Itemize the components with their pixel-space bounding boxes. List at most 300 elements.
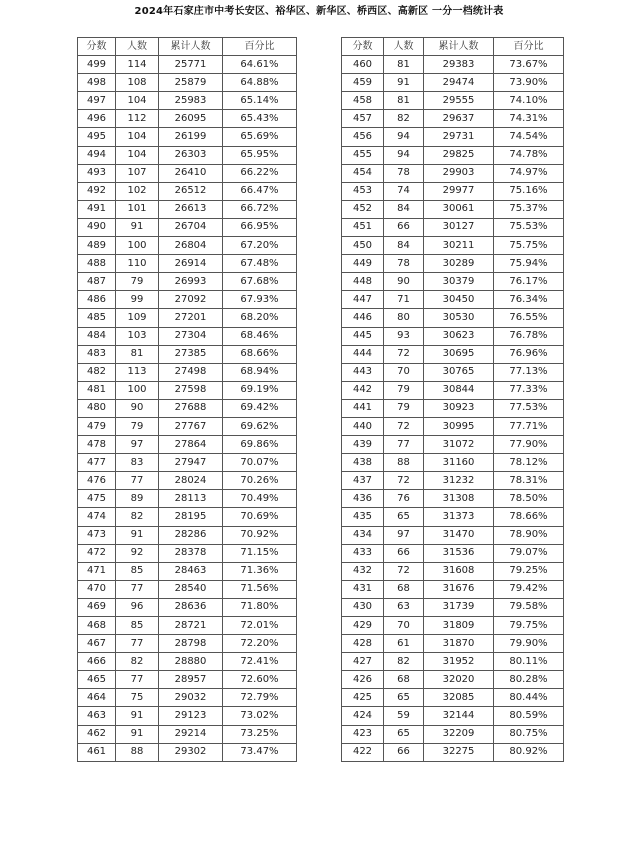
cell-count: 92 [116, 544, 159, 562]
table-row [78, 580, 297, 598]
header-cumulative: 累计人数 [159, 38, 223, 56]
cell-percent: 73.02% [223, 707, 297, 725]
table-row [342, 327, 564, 345]
table-row [342, 345, 564, 363]
cell-count: 99 [116, 291, 159, 309]
cell-percent: 76.55% [494, 309, 564, 327]
cell-cumulative: 26993 [159, 273, 223, 291]
cell-cumulative: 28957 [159, 671, 223, 689]
cell-percent: 70.26% [223, 472, 297, 490]
table-row [78, 164, 297, 182]
table-row [342, 56, 564, 74]
table-row [78, 237, 297, 255]
page-title: 2024年石家庄市中考长安区、裕华区、新华区、桥西区、高新区 一分一档统计表 [134, 6, 504, 17]
cell-count: 83 [116, 454, 159, 472]
cell-cumulative: 30995 [424, 417, 494, 435]
cell-score: 464 [78, 689, 116, 707]
cell-cumulative: 27598 [159, 381, 223, 399]
cell-percent: 80.92% [494, 743, 564, 761]
cell-score: 444 [342, 345, 384, 363]
cell-cumulative: 31739 [424, 598, 494, 616]
cell-cumulative: 29123 [159, 707, 223, 725]
cell-score: 497 [78, 92, 116, 110]
cell-cumulative: 29825 [424, 146, 494, 164]
table-row [342, 200, 564, 218]
cell-count: 72 [384, 345, 424, 363]
cell-count: 66 [384, 544, 424, 562]
cell-cumulative: 29977 [424, 182, 494, 200]
cell-score: 461 [78, 743, 116, 761]
cell-score: 424 [342, 707, 384, 725]
cell-percent: 64.61% [223, 56, 297, 74]
cell-cumulative: 27201 [159, 309, 223, 327]
cell-percent: 72.41% [223, 653, 297, 671]
cell-score: 443 [342, 363, 384, 381]
cell-count: 97 [384, 526, 424, 544]
table-row [78, 743, 297, 761]
cell-percent: 79.90% [494, 635, 564, 653]
cell-count: 91 [116, 707, 159, 725]
cell-percent: 71.80% [223, 598, 297, 616]
cell-score: 477 [78, 454, 116, 472]
cell-score: 495 [78, 128, 116, 146]
cell-count: 74 [384, 182, 424, 200]
cell-count: 88 [116, 743, 159, 761]
cell-cumulative: 30289 [424, 255, 494, 273]
cell-count: 59 [384, 707, 424, 725]
table-row [78, 526, 297, 544]
table-row [342, 707, 564, 725]
cell-score: 469 [78, 598, 116, 616]
cell-cumulative: 25771 [159, 56, 223, 74]
cell-score: 422 [342, 743, 384, 761]
table-row [78, 562, 297, 580]
cell-percent: 75.94% [494, 255, 564, 273]
cell-score: 445 [342, 327, 384, 345]
cell-score: 455 [342, 146, 384, 164]
cell-percent: 75.37% [494, 200, 564, 218]
cell-percent: 78.50% [494, 490, 564, 508]
cell-score: 478 [78, 436, 116, 454]
cell-score: 494 [78, 146, 116, 164]
cell-count: 94 [384, 146, 424, 164]
table-row [342, 580, 564, 598]
table-row [342, 182, 564, 200]
table-row [342, 74, 564, 92]
cell-score: 432 [342, 562, 384, 580]
cell-count: 110 [116, 255, 159, 273]
cell-percent: 76.17% [494, 273, 564, 291]
cell-cumulative: 30923 [424, 399, 494, 417]
table-row [78, 454, 297, 472]
table-row [342, 417, 564, 435]
header-count: 人数 [116, 38, 159, 56]
cell-percent: 77.71% [494, 417, 564, 435]
cell-cumulative: 30211 [424, 237, 494, 255]
table-row [78, 635, 297, 653]
cell-percent: 66.95% [223, 218, 297, 236]
table-row [342, 218, 564, 236]
table-row [78, 617, 297, 635]
cell-percent: 66.22% [223, 164, 297, 182]
table-row [78, 707, 297, 725]
table-row [342, 436, 564, 454]
table-row [78, 200, 297, 218]
table-row [78, 490, 297, 508]
cell-score: 473 [78, 526, 116, 544]
cell-score: 496 [78, 110, 116, 128]
cell-score: 491 [78, 200, 116, 218]
cell-count: 77 [116, 472, 159, 490]
table-row [342, 617, 564, 635]
cell-count: 113 [116, 363, 159, 381]
cell-score: 447 [342, 291, 384, 309]
cell-cumulative: 27385 [159, 345, 223, 363]
cell-count: 81 [384, 92, 424, 110]
table-row [78, 146, 297, 164]
cell-percent: 67.68% [223, 273, 297, 291]
table-row [342, 273, 564, 291]
cell-cumulative: 31308 [424, 490, 494, 508]
cell-cumulative: 26410 [159, 164, 223, 182]
cell-score: 431 [342, 580, 384, 598]
table-row [78, 182, 297, 200]
cell-percent: 76.96% [494, 345, 564, 363]
cell-count: 81 [116, 345, 159, 363]
cell-score: 448 [342, 273, 384, 291]
cell-cumulative: 28721 [159, 617, 223, 635]
cell-score: 442 [342, 381, 384, 399]
cell-score: 498 [78, 74, 116, 92]
cell-score: 423 [342, 725, 384, 743]
table-row [342, 526, 564, 544]
table-row [78, 291, 297, 309]
table-row [342, 255, 564, 273]
cell-score: 483 [78, 345, 116, 363]
cell-percent: 74.10% [494, 92, 564, 110]
cell-percent: 79.42% [494, 580, 564, 598]
cell-percent: 72.01% [223, 617, 297, 635]
cell-percent: 66.47% [223, 182, 297, 200]
cell-score: 468 [78, 617, 116, 635]
cell-cumulative: 28286 [159, 526, 223, 544]
cell-percent: 80.28% [494, 671, 564, 689]
cell-percent: 70.49% [223, 490, 297, 508]
cell-count: 68 [384, 580, 424, 598]
cell-cumulative: 28636 [159, 598, 223, 616]
cell-percent: 69.86% [223, 436, 297, 454]
cell-percent: 78.90% [494, 526, 564, 544]
cell-cumulative: 29637 [424, 110, 494, 128]
table-row [78, 725, 297, 743]
table-row [78, 472, 297, 490]
cell-cumulative: 29731 [424, 128, 494, 146]
cell-percent: 77.90% [494, 436, 564, 454]
cell-count: 91 [116, 218, 159, 236]
cell-score: 429 [342, 617, 384, 635]
cell-count: 91 [116, 526, 159, 544]
cell-count: 63 [384, 598, 424, 616]
cell-cumulative: 29903 [424, 164, 494, 182]
cell-percent: 65.69% [223, 128, 297, 146]
cell-cumulative: 25879 [159, 74, 223, 92]
table-row [342, 309, 564, 327]
cell-score: 458 [342, 92, 384, 110]
cell-cumulative: 25983 [159, 92, 223, 110]
cell-count: 79 [384, 381, 424, 399]
cell-score: 493 [78, 164, 116, 182]
cell-count: 82 [384, 653, 424, 671]
cell-cumulative: 29214 [159, 725, 223, 743]
cell-score: 459 [342, 74, 384, 92]
cell-percent: 74.31% [494, 110, 564, 128]
table-row [78, 110, 297, 128]
cell-cumulative: 32144 [424, 707, 494, 725]
table-row [342, 671, 564, 689]
table-row [78, 255, 297, 273]
cell-count: 107 [116, 164, 159, 182]
cell-percent: 69.19% [223, 381, 297, 399]
cell-score: 425 [342, 689, 384, 707]
header-cumulative: 累计人数 [424, 38, 494, 56]
table-row [342, 598, 564, 616]
table-row [78, 74, 297, 92]
table-row [78, 598, 297, 616]
cell-percent: 80.75% [494, 725, 564, 743]
cell-score: 451 [342, 218, 384, 236]
cell-percent: 73.47% [223, 743, 297, 761]
cell-cumulative: 32085 [424, 689, 494, 707]
table-row [78, 544, 297, 562]
cell-score: 492 [78, 182, 116, 200]
table-row [78, 653, 297, 671]
cell-count: 82 [116, 653, 159, 671]
cell-count: 100 [116, 237, 159, 255]
cell-score: 465 [78, 671, 116, 689]
cell-cumulative: 31232 [424, 472, 494, 490]
header-count: 人数 [384, 38, 424, 56]
cell-count: 72 [384, 417, 424, 435]
cell-score: 450 [342, 237, 384, 255]
cell-cumulative: 26303 [159, 146, 223, 164]
cell-percent: 70.92% [223, 526, 297, 544]
cell-score: 475 [78, 490, 116, 508]
cell-score: 471 [78, 562, 116, 580]
cell-cumulative: 28195 [159, 508, 223, 526]
cell-count: 65 [384, 508, 424, 526]
cell-cumulative: 27304 [159, 327, 223, 345]
cell-score: 490 [78, 218, 116, 236]
cell-cumulative: 27498 [159, 363, 223, 381]
cell-percent: 65.95% [223, 146, 297, 164]
cell-percent: 72.20% [223, 635, 297, 653]
cell-score: 439 [342, 436, 384, 454]
cell-cumulative: 26914 [159, 255, 223, 273]
cell-cumulative: 32209 [424, 725, 494, 743]
cell-count: 72 [384, 562, 424, 580]
table-row [342, 653, 564, 671]
table-row [342, 381, 564, 399]
table-row [78, 218, 297, 236]
table-row [342, 472, 564, 490]
cell-score: 434 [342, 526, 384, 544]
cell-score: 436 [342, 490, 384, 508]
cell-count: 71 [384, 291, 424, 309]
cell-count: 91 [116, 725, 159, 743]
table-row [78, 345, 297, 363]
cell-count: 104 [116, 146, 159, 164]
cell-percent: 73.25% [223, 725, 297, 743]
cell-count: 70 [384, 363, 424, 381]
cell-percent: 68.20% [223, 309, 297, 327]
table-row [78, 92, 297, 110]
cell-percent: 79.07% [494, 544, 564, 562]
cell-percent: 74.54% [494, 128, 564, 146]
cell-percent: 71.56% [223, 580, 297, 598]
cell-count: 85 [116, 562, 159, 580]
cell-count: 76 [384, 490, 424, 508]
cell-cumulative: 26512 [159, 182, 223, 200]
cell-percent: 65.14% [223, 92, 297, 110]
cell-score: 426 [342, 671, 384, 689]
table-row [342, 164, 564, 182]
score-table-left [77, 37, 297, 762]
cell-percent: 67.48% [223, 255, 297, 273]
cell-cumulative: 30061 [424, 200, 494, 218]
cell-score: 430 [342, 598, 384, 616]
table-row [342, 508, 564, 526]
cell-cumulative: 26704 [159, 218, 223, 236]
cell-percent: 72.60% [223, 671, 297, 689]
table-row [342, 743, 564, 761]
cell-score: 481 [78, 381, 116, 399]
table-row [78, 671, 297, 689]
cell-count: 82 [116, 508, 159, 526]
cell-percent: 78.12% [494, 454, 564, 472]
cell-percent: 75.53% [494, 218, 564, 236]
cell-count: 66 [384, 218, 424, 236]
header-score: 分数 [342, 38, 384, 56]
cell-percent: 76.78% [494, 327, 564, 345]
cell-percent: 68.66% [223, 345, 297, 363]
cell-cumulative: 29474 [424, 74, 494, 92]
table-row [78, 508, 297, 526]
table-header-row [342, 38, 564, 56]
header-percent: 百分比 [494, 38, 564, 56]
table-header-row [78, 38, 297, 56]
cell-score: 462 [78, 725, 116, 743]
cell-percent: 72.79% [223, 689, 297, 707]
cell-percent: 74.97% [494, 164, 564, 182]
cell-cumulative: 32275 [424, 743, 494, 761]
cell-cumulative: 30695 [424, 345, 494, 363]
cell-count: 77 [116, 580, 159, 598]
cell-cumulative: 30844 [424, 381, 494, 399]
cell-score: 470 [78, 580, 116, 598]
cell-count: 104 [116, 128, 159, 146]
table-row [342, 146, 564, 164]
cell-count: 89 [116, 490, 159, 508]
cell-count: 82 [384, 110, 424, 128]
cell-score: 482 [78, 363, 116, 381]
cell-count: 77 [116, 635, 159, 653]
cell-percent: 68.46% [223, 327, 297, 345]
table-row [78, 381, 297, 399]
cell-cumulative: 27947 [159, 454, 223, 472]
cell-count: 65 [384, 725, 424, 743]
cell-count: 96 [116, 598, 159, 616]
table-row [342, 544, 564, 562]
cell-percent: 73.90% [494, 74, 564, 92]
cell-cumulative: 29302 [159, 743, 223, 761]
cell-cumulative: 31470 [424, 526, 494, 544]
table-row [342, 454, 564, 472]
table-row [342, 363, 564, 381]
cell-cumulative: 31072 [424, 436, 494, 454]
cell-count: 84 [384, 200, 424, 218]
table-row [78, 327, 297, 345]
table-row [78, 56, 297, 74]
cell-count: 104 [116, 92, 159, 110]
cell-count: 102 [116, 182, 159, 200]
table-row [342, 689, 564, 707]
table-row [78, 689, 297, 707]
table-row [78, 309, 297, 327]
cell-cumulative: 28024 [159, 472, 223, 490]
cell-score: 488 [78, 255, 116, 273]
table-row [342, 110, 564, 128]
cell-score: 427 [342, 653, 384, 671]
cell-count: 100 [116, 381, 159, 399]
cell-cumulative: 27092 [159, 291, 223, 309]
cell-score: 457 [342, 110, 384, 128]
table-row [78, 436, 297, 454]
cell-count: 75 [116, 689, 159, 707]
cell-count: 81 [384, 56, 424, 74]
table-row [342, 291, 564, 309]
cell-cumulative: 30450 [424, 291, 494, 309]
cell-score: 460 [342, 56, 384, 74]
cell-count: 93 [384, 327, 424, 345]
cell-percent: 67.93% [223, 291, 297, 309]
cell-score: 435 [342, 508, 384, 526]
table-body-right [342, 56, 564, 762]
cell-score: 479 [78, 417, 116, 435]
cell-cumulative: 31160 [424, 454, 494, 472]
cell-percent: 70.07% [223, 454, 297, 472]
cell-percent: 79.58% [494, 598, 564, 616]
cell-count: 101 [116, 200, 159, 218]
cell-count: 112 [116, 110, 159, 128]
header-score: 分数 [78, 38, 116, 56]
cell-score: 441 [342, 399, 384, 417]
cell-count: 65 [384, 689, 424, 707]
cell-cumulative: 31373 [424, 508, 494, 526]
cell-count: 66 [384, 743, 424, 761]
cell-cumulative: 30765 [424, 363, 494, 381]
cell-percent: 80.11% [494, 653, 564, 671]
table-row [342, 128, 564, 146]
cell-count: 72 [384, 472, 424, 490]
cell-count: 78 [384, 164, 424, 182]
cell-cumulative: 28798 [159, 635, 223, 653]
cell-score: 485 [78, 309, 116, 327]
cell-count: 103 [116, 327, 159, 345]
cell-count: 79 [384, 399, 424, 417]
cell-count: 79 [116, 273, 159, 291]
cell-percent: 71.15% [223, 544, 297, 562]
cell-cumulative: 30623 [424, 327, 494, 345]
